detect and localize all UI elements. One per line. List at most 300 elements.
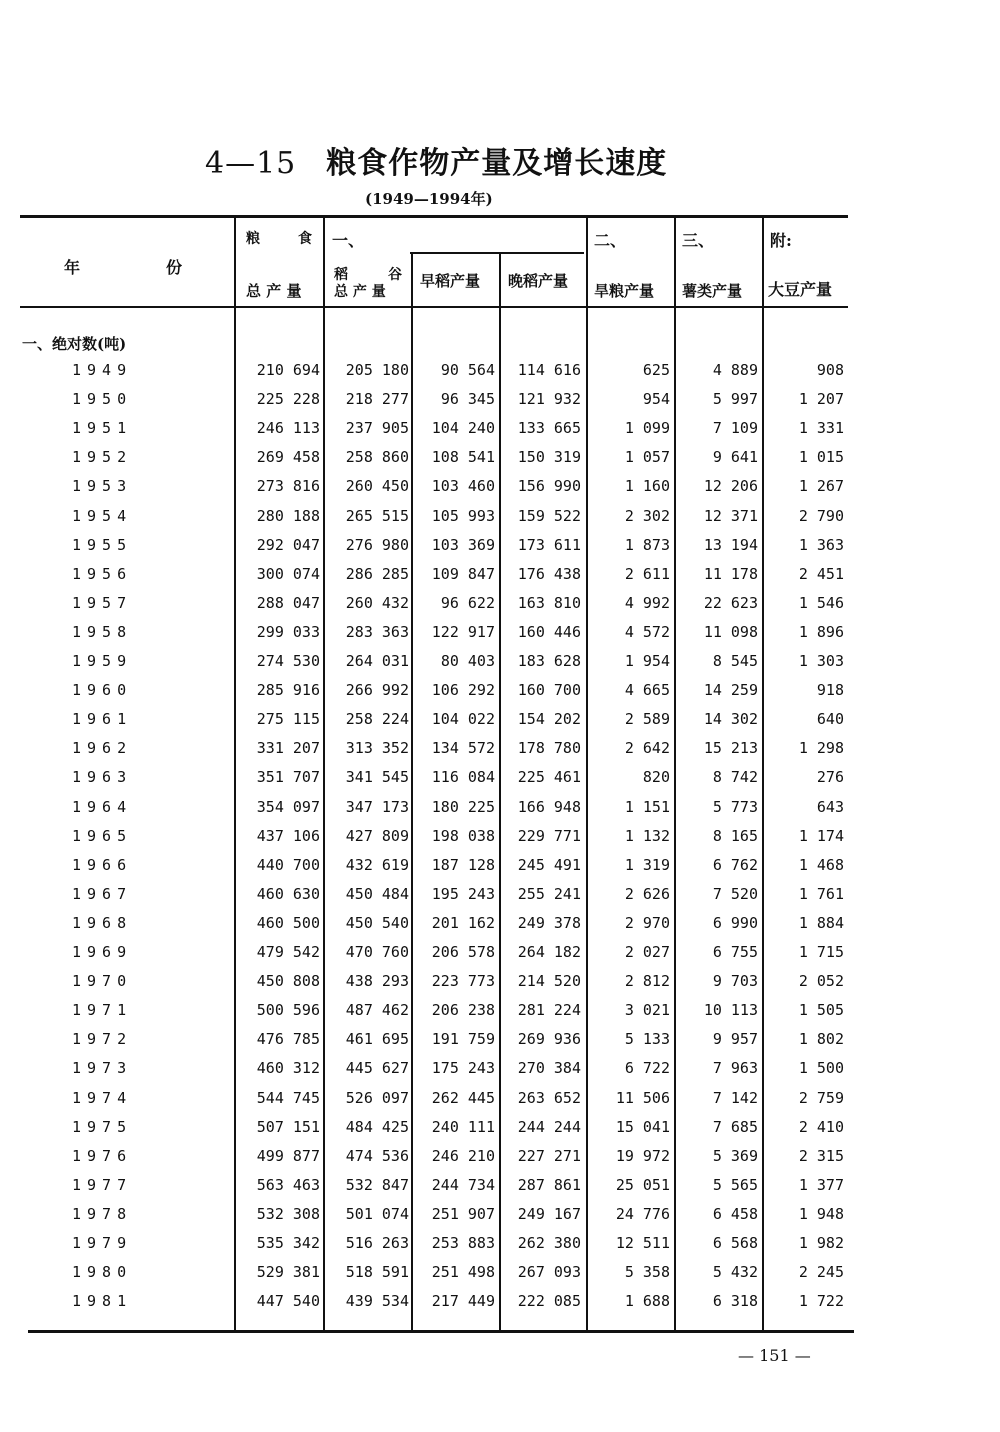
row-value: 5 358 bbox=[624, 1263, 670, 1282]
row-year: 1970 bbox=[72, 972, 133, 991]
row-value: 198 038 bbox=[431, 826, 495, 845]
row-value: 106 292 bbox=[431, 681, 495, 700]
row-value: 4 992 bbox=[624, 593, 670, 612]
row-value: 12 371 bbox=[703, 506, 758, 525]
row-value: 1 132 bbox=[624, 826, 670, 845]
header-rice-total: 总 产 量 bbox=[334, 284, 386, 300]
row-value: 267 093 bbox=[517, 1263, 581, 1282]
row-value: 1 468 bbox=[798, 855, 844, 874]
row-value: 438 293 bbox=[345, 972, 409, 991]
row-value: 6 722 bbox=[624, 1059, 670, 1078]
row-value: 90 564 bbox=[440, 361, 495, 379]
row-value: 274 530 bbox=[256, 652, 320, 670]
row-value: 9 957 bbox=[712, 1030, 758, 1049]
row-value: 251 498 bbox=[431, 1263, 495, 1282]
row-value: 283 363 bbox=[345, 622, 409, 641]
row-value: 114 616 bbox=[517, 361, 581, 379]
row-value: 240 111 bbox=[431, 1117, 495, 1136]
row-value: 351 707 bbox=[256, 768, 320, 787]
row-value: 260 450 bbox=[345, 477, 409, 496]
row-value: 908 bbox=[816, 361, 844, 379]
header-early-rice: 早稻产量 bbox=[420, 272, 481, 290]
row-value: 206 578 bbox=[431, 943, 495, 961]
row-value: 6 762 bbox=[712, 855, 758, 874]
bottom-rule bbox=[28, 1330, 854, 1333]
row-value: 7 109 bbox=[712, 419, 758, 438]
row-value: 105 993 bbox=[431, 506, 495, 525]
row-year: 1981 bbox=[72, 1292, 133, 1311]
row-value: 225 461 bbox=[517, 768, 581, 787]
row-value: 6 318 bbox=[712, 1292, 758, 1311]
row-value: 1 015 bbox=[798, 448, 844, 467]
row-year: 1954 bbox=[72, 506, 133, 525]
row-value: 516 263 bbox=[345, 1234, 409, 1252]
row-value: 1 722 bbox=[798, 1292, 844, 1311]
row-value: 210 694 bbox=[256, 361, 320, 379]
row-value: 166 948 bbox=[517, 797, 581, 816]
row-year: 1975 bbox=[72, 1117, 133, 1136]
row-value: 103 460 bbox=[431, 477, 495, 496]
row-value: 24 776 bbox=[615, 1204, 670, 1223]
row-value: 476 785 bbox=[256, 1030, 320, 1049]
row-value: 529 381 bbox=[256, 1263, 320, 1282]
row-value: 244 734 bbox=[431, 1175, 495, 1194]
row-value: 1 715 bbox=[798, 943, 844, 961]
row-value: 5 432 bbox=[712, 1263, 758, 1282]
header-rice-a: 稻 bbox=[334, 267, 348, 283]
row-value: 532 308 bbox=[256, 1204, 320, 1223]
row-value: 563 463 bbox=[256, 1175, 320, 1194]
row-value: 8 545 bbox=[712, 652, 758, 670]
row-value: 264 031 bbox=[345, 652, 409, 670]
row-value: 195 243 bbox=[431, 884, 495, 903]
row-year: 1976 bbox=[72, 1146, 133, 1165]
row-value: 526 097 bbox=[345, 1088, 409, 1107]
row-value: 1 267 bbox=[798, 477, 844, 496]
header-group-three: 三、 bbox=[682, 231, 715, 250]
row-value: 260 432 bbox=[345, 593, 409, 612]
table-row bbox=[0, 1114, 1000, 1143]
table-row bbox=[0, 1143, 1000, 1172]
row-value: 263 652 bbox=[517, 1088, 581, 1107]
row-value: 22 623 bbox=[703, 593, 758, 612]
row-year: 1952 bbox=[72, 448, 133, 467]
row-year: 1963 bbox=[72, 768, 133, 787]
row-year: 1973 bbox=[72, 1059, 133, 1078]
row-value: 1 546 bbox=[798, 593, 844, 612]
row-value: 918 bbox=[816, 681, 844, 700]
row-value: 187 128 bbox=[431, 855, 495, 874]
row-value: 2 759 bbox=[798, 1088, 844, 1107]
row-value: 10 113 bbox=[703, 1001, 758, 1020]
row-year: 1950 bbox=[72, 390, 133, 409]
header-tubers: 薯类产量 bbox=[682, 282, 743, 300]
table-row bbox=[0, 794, 1000, 823]
table-row bbox=[0, 997, 1000, 1026]
row-value: 133 665 bbox=[517, 419, 581, 438]
row-value: 313 352 bbox=[345, 739, 409, 758]
row-value: 1 505 bbox=[798, 1001, 844, 1020]
table-row bbox=[0, 968, 1000, 997]
table-row bbox=[0, 939, 1000, 968]
row-value: 122 917 bbox=[431, 622, 495, 641]
row-value: 262 380 bbox=[517, 1234, 581, 1252]
row-value: 251 907 bbox=[431, 1204, 495, 1223]
row-value: 532 847 bbox=[345, 1175, 409, 1194]
row-value: 258 224 bbox=[345, 710, 409, 729]
row-value: 500 596 bbox=[256, 1001, 320, 1020]
header-group-two: 二、 bbox=[594, 231, 627, 250]
row-value: 1 377 bbox=[798, 1175, 844, 1194]
row-value: 1 954 bbox=[624, 652, 670, 670]
table-row bbox=[0, 677, 1000, 706]
row-value: 432 619 bbox=[345, 855, 409, 874]
row-value: 15 041 bbox=[615, 1117, 670, 1136]
row-value: 180 225 bbox=[431, 797, 495, 816]
row-value: 2 027 bbox=[624, 943, 670, 961]
row-value: 1 099 bbox=[624, 419, 670, 438]
row-value: 270 384 bbox=[517, 1059, 581, 1078]
row-value: 12 206 bbox=[703, 477, 758, 496]
row-value: 4 572 bbox=[624, 622, 670, 641]
row-value: 2 642 bbox=[624, 739, 670, 758]
row-value: 460 500 bbox=[256, 913, 320, 932]
table-row bbox=[0, 415, 1000, 444]
row-value: 222 085 bbox=[517, 1292, 581, 1311]
row-year: 1980 bbox=[72, 1263, 133, 1282]
row-value: 347 173 bbox=[345, 797, 409, 816]
row-value: 535 342 bbox=[256, 1234, 320, 1252]
table-row bbox=[0, 532, 1000, 561]
row-value: 1 884 bbox=[798, 913, 844, 932]
row-year: 1979 bbox=[72, 1234, 133, 1252]
row-value: 2 970 bbox=[624, 913, 670, 932]
row-value: 2 626 bbox=[624, 884, 670, 903]
row-year: 1959 bbox=[72, 652, 133, 670]
row-value: 11 098 bbox=[703, 622, 758, 641]
row-value: 11 506 bbox=[615, 1088, 670, 1107]
header-soybean: 大豆产量 bbox=[768, 280, 833, 299]
row-value: 218 277 bbox=[345, 390, 409, 409]
row-value: 175 243 bbox=[431, 1059, 495, 1078]
row-value: 518 591 bbox=[345, 1263, 409, 1282]
row-value: 1 303 bbox=[798, 652, 844, 670]
row-value: 15 213 bbox=[703, 739, 758, 758]
row-value: 96 622 bbox=[440, 593, 495, 612]
row-value: 1 207 bbox=[798, 390, 844, 409]
table-row bbox=[0, 357, 1000, 386]
row-value: 1 761 bbox=[798, 884, 844, 903]
table-row bbox=[0, 1230, 1000, 1259]
row-value: 9 703 bbox=[712, 972, 758, 991]
table-row bbox=[0, 648, 1000, 677]
row-value: 450 484 bbox=[345, 884, 409, 903]
row-value: 116 084 bbox=[431, 768, 495, 787]
row-value: 640 bbox=[816, 710, 844, 729]
row-value: 201 162 bbox=[431, 913, 495, 932]
header-appendix: 附: bbox=[770, 231, 792, 250]
row-value: 5 369 bbox=[712, 1146, 758, 1165]
row-value: 255 241 bbox=[517, 884, 581, 903]
header-grain-b: 食 bbox=[298, 231, 312, 247]
row-value: 1 363 bbox=[798, 535, 844, 554]
row-value: 134 572 bbox=[431, 739, 495, 758]
row-value: 281 224 bbox=[517, 1001, 581, 1020]
row-value: 2 589 bbox=[624, 710, 670, 729]
row-value: 1 331 bbox=[798, 419, 844, 438]
year-range: (1949—1994年) bbox=[365, 190, 493, 208]
table-row bbox=[0, 1288, 1000, 1317]
row-value: 2 052 bbox=[798, 972, 844, 991]
row-value: 7 685 bbox=[712, 1117, 758, 1136]
row-year: 1968 bbox=[72, 913, 133, 932]
table-row bbox=[0, 1055, 1000, 1084]
header-grain-a: 粮 bbox=[246, 231, 260, 247]
row-value: 6 755 bbox=[712, 943, 758, 961]
row-value: 217 449 bbox=[431, 1292, 495, 1311]
row-value: 104 022 bbox=[431, 710, 495, 729]
row-value: 206 238 bbox=[431, 1001, 495, 1020]
row-value: 2 611 bbox=[624, 564, 670, 583]
row-value: 1 057 bbox=[624, 448, 670, 467]
row-value: 103 369 bbox=[431, 535, 495, 554]
row-value: 1 948 bbox=[798, 1204, 844, 1223]
row-value: 2 302 bbox=[624, 506, 670, 525]
row-value: 225 228 bbox=[256, 390, 320, 409]
table-row bbox=[0, 386, 1000, 415]
row-value: 25 051 bbox=[615, 1175, 670, 1194]
row-value: 5 133 bbox=[624, 1030, 670, 1049]
header-late-rice: 晚稻产量 bbox=[508, 272, 569, 290]
table-row bbox=[0, 1026, 1000, 1055]
row-value: 265 515 bbox=[345, 506, 409, 525]
row-value: 470 760 bbox=[345, 943, 409, 961]
row-value: 292 047 bbox=[256, 535, 320, 554]
row-value: 154 202 bbox=[517, 710, 581, 729]
table-row bbox=[0, 444, 1000, 473]
row-value: 237 905 bbox=[345, 419, 409, 438]
row-value: 1 982 bbox=[798, 1234, 844, 1252]
row-value: 9 641 bbox=[712, 448, 758, 467]
row-value: 460 312 bbox=[256, 1059, 320, 1078]
row-value: 479 542 bbox=[256, 943, 320, 961]
row-value: 121 932 bbox=[517, 390, 581, 409]
row-value: 643 bbox=[816, 797, 844, 816]
header-year-a: 年 bbox=[64, 258, 81, 277]
row-value: 273 816 bbox=[256, 477, 320, 496]
row-value: 156 990 bbox=[517, 477, 581, 496]
row-value: 300 074 bbox=[256, 564, 320, 583]
row-value: 262 445 bbox=[431, 1088, 495, 1107]
row-value: 249 378 bbox=[517, 913, 581, 932]
table-row bbox=[0, 764, 1000, 793]
row-value: 625 bbox=[642, 361, 670, 379]
row-value: 440 700 bbox=[256, 855, 320, 874]
row-year: 1965 bbox=[72, 826, 133, 845]
row-value: 501 074 bbox=[345, 1204, 409, 1223]
row-value: 2 315 bbox=[798, 1146, 844, 1165]
row-value: 285 916 bbox=[256, 681, 320, 700]
row-value: 2 812 bbox=[624, 972, 670, 991]
row-value: 12 511 bbox=[615, 1234, 670, 1252]
row-value: 1 688 bbox=[624, 1292, 670, 1311]
row-value: 1 298 bbox=[798, 739, 844, 758]
group1-underline bbox=[410, 252, 584, 254]
table-row bbox=[0, 852, 1000, 881]
row-value: 14 302 bbox=[703, 710, 758, 729]
header-grain-total: 总 产 量 bbox=[246, 282, 302, 300]
row-value: 437 106 bbox=[256, 826, 320, 845]
row-value: 287 861 bbox=[517, 1175, 581, 1194]
row-value: 227 271 bbox=[517, 1146, 581, 1165]
table-row bbox=[0, 823, 1000, 852]
row-value: 484 425 bbox=[345, 1117, 409, 1136]
row-value: 108 541 bbox=[431, 448, 495, 467]
table-row bbox=[0, 910, 1000, 939]
row-value: 269 458 bbox=[256, 448, 320, 467]
row-value: 1 873 bbox=[624, 535, 670, 554]
row-value: 5 773 bbox=[712, 797, 758, 816]
row-year: 1951 bbox=[72, 419, 133, 438]
row-value: 1 802 bbox=[798, 1030, 844, 1049]
row-value: 159 522 bbox=[517, 506, 581, 525]
row-value: 2 790 bbox=[798, 506, 844, 525]
row-value: 266 992 bbox=[345, 681, 409, 700]
row-value: 19 972 bbox=[615, 1146, 670, 1165]
row-value: 286 285 bbox=[345, 564, 409, 583]
row-value: 245 491 bbox=[517, 855, 581, 874]
table-row bbox=[0, 561, 1000, 590]
header-bottom-rule bbox=[20, 306, 848, 308]
table-row bbox=[0, 619, 1000, 648]
row-value: 544 745 bbox=[256, 1088, 320, 1107]
row-value: 176 438 bbox=[517, 564, 581, 583]
row-value: 1 160 bbox=[624, 477, 670, 496]
row-value: 1 319 bbox=[624, 855, 670, 874]
row-value: 474 536 bbox=[345, 1146, 409, 1165]
row-value: 427 809 bbox=[345, 826, 409, 845]
row-value: 5 997 bbox=[712, 390, 758, 409]
row-value: 264 182 bbox=[517, 943, 581, 961]
row-value: 439 534 bbox=[345, 1292, 409, 1311]
row-value: 249 167 bbox=[517, 1204, 581, 1223]
section-label: 一、绝对数(吨) bbox=[22, 335, 127, 353]
page-title bbox=[205, 138, 667, 182]
table-row bbox=[0, 1172, 1000, 1201]
row-value: 173 611 bbox=[517, 535, 581, 554]
row-value: 2 410 bbox=[798, 1117, 844, 1136]
row-value: 223 773 bbox=[431, 972, 495, 991]
row-value: 2 245 bbox=[798, 1263, 844, 1282]
row-value: 461 695 bbox=[345, 1030, 409, 1049]
row-year: 1960 bbox=[72, 681, 133, 700]
row-value: 276 980 bbox=[345, 535, 409, 554]
row-year: 1967 bbox=[72, 884, 133, 903]
table-row bbox=[0, 881, 1000, 910]
row-value: 1 896 bbox=[798, 622, 844, 641]
row-value: 499 877 bbox=[256, 1146, 320, 1165]
row-year: 1962 bbox=[72, 739, 133, 758]
row-year: 1978 bbox=[72, 1204, 133, 1223]
row-year: 1958 bbox=[72, 622, 133, 641]
row-value: 160 700 bbox=[517, 681, 581, 700]
row-value: 450 808 bbox=[256, 972, 320, 991]
row-year: 1964 bbox=[72, 797, 133, 816]
page-number: — 151 — bbox=[738, 1346, 811, 1365]
row-value: 246 210 bbox=[431, 1146, 495, 1165]
row-value: 8 165 bbox=[712, 826, 758, 845]
row-value: 6 568 bbox=[712, 1234, 758, 1252]
row-year: 1949 bbox=[72, 361, 133, 379]
row-value: 299 033 bbox=[256, 622, 320, 641]
row-value: 13 194 bbox=[703, 535, 758, 554]
table-row bbox=[0, 473, 1000, 502]
row-year: 1957 bbox=[72, 593, 133, 612]
row-value: 2 451 bbox=[798, 564, 844, 583]
row-year: 1953 bbox=[72, 477, 133, 496]
row-value: 6 458 bbox=[712, 1204, 758, 1223]
row-value: 341 545 bbox=[345, 768, 409, 787]
row-value: 450 540 bbox=[345, 913, 409, 932]
table-number: 4—15 bbox=[205, 146, 297, 181]
row-value: 445 627 bbox=[345, 1059, 409, 1078]
row-value: 5 565 bbox=[712, 1175, 758, 1194]
header-dry-grain: 旱粮产量 bbox=[594, 282, 655, 300]
row-value: 1 174 bbox=[798, 826, 844, 845]
top-rule bbox=[20, 215, 848, 218]
row-value: 214 520 bbox=[517, 972, 581, 991]
table-title: 粮食作物产量及增长速度 bbox=[326, 146, 668, 181]
row-value: 104 240 bbox=[431, 419, 495, 438]
row-value: 246 113 bbox=[256, 419, 320, 438]
table-row bbox=[0, 1085, 1000, 1114]
row-value: 4 889 bbox=[712, 361, 758, 379]
row-value: 163 810 bbox=[517, 593, 581, 612]
row-value: 14 259 bbox=[703, 681, 758, 700]
row-value: 276 bbox=[816, 768, 844, 787]
row-value: 244 244 bbox=[517, 1117, 581, 1136]
row-value: 507 151 bbox=[256, 1117, 320, 1136]
row-value: 191 759 bbox=[431, 1030, 495, 1049]
row-value: 7 520 bbox=[712, 884, 758, 903]
row-value: 11 178 bbox=[703, 564, 758, 583]
row-year: 1969 bbox=[72, 943, 133, 961]
header-group-one: 一、 bbox=[332, 231, 365, 250]
row-value: 178 780 bbox=[517, 739, 581, 758]
row-value: 6 990 bbox=[712, 913, 758, 932]
header-year-b: 份 bbox=[166, 258, 183, 277]
row-value: 954 bbox=[642, 390, 670, 409]
row-year: 1974 bbox=[72, 1088, 133, 1107]
row-value: 269 936 bbox=[517, 1030, 581, 1049]
row-value: 183 628 bbox=[517, 652, 581, 670]
row-value: 447 540 bbox=[256, 1292, 320, 1311]
row-value: 150 319 bbox=[517, 448, 581, 467]
row-value: 331 207 bbox=[256, 739, 320, 758]
row-value: 275 115 bbox=[256, 710, 320, 729]
table-row bbox=[0, 735, 1000, 764]
row-value: 205 180 bbox=[345, 361, 409, 379]
row-value: 280 188 bbox=[256, 506, 320, 525]
row-value: 253 883 bbox=[431, 1234, 495, 1252]
row-year: 1961 bbox=[72, 710, 133, 729]
row-year: 1971 bbox=[72, 1001, 133, 1020]
row-value: 229 771 bbox=[517, 826, 581, 845]
row-value: 80 403 bbox=[440, 652, 495, 670]
table-row bbox=[0, 503, 1000, 532]
row-value: 487 462 bbox=[345, 1001, 409, 1020]
table-row bbox=[0, 1259, 1000, 1288]
